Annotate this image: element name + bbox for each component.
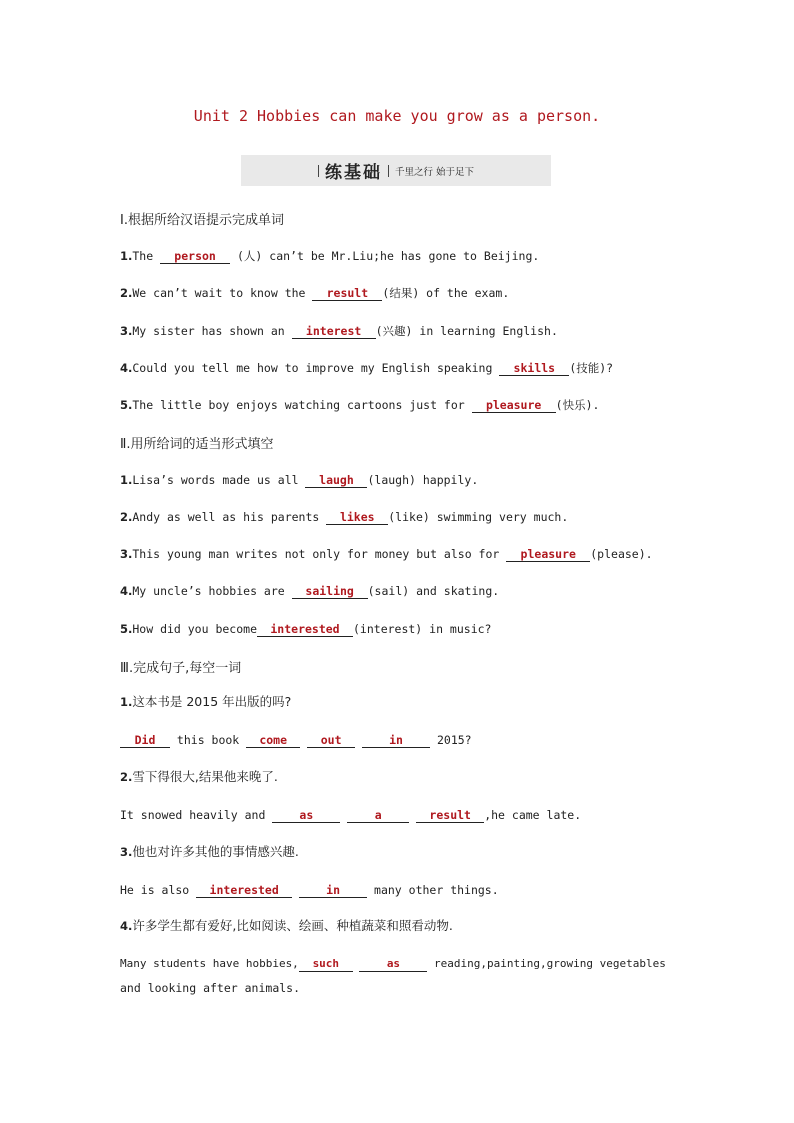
answer-blank: interest xyxy=(292,324,376,339)
question-text: Could you tell me how to improve my English speaking xyxy=(132,361,500,375)
answer-blank: as xyxy=(272,808,340,823)
s2-question-1 xyxy=(120,472,478,488)
question-text: Lisa’s words made us all xyxy=(132,473,306,487)
question-text: (结果) of the exam. xyxy=(382,286,510,300)
answer-blank: in xyxy=(299,883,367,898)
question-text: (laugh) happily. xyxy=(367,473,479,487)
banner-divider xyxy=(318,165,319,177)
banner-title: 练基础 xyxy=(324,163,382,183)
s3-question-2-answer xyxy=(120,807,581,823)
section-3-heading: Ⅲ.完成句子,每空一词 xyxy=(120,661,242,676)
question-text: Many students have hobbies, xyxy=(120,957,299,970)
question-number: 1. xyxy=(120,473,133,487)
question-number: 1. xyxy=(120,695,133,709)
s3-question-1-prompt xyxy=(120,694,291,710)
question-text: (人) can’t be Mr.Liu;he has gone to Beijing. xyxy=(230,249,540,263)
question-text: (like) swimming very much. xyxy=(388,510,569,524)
question-number: 2. xyxy=(120,510,133,524)
question-text: It snowed heavily and xyxy=(120,808,273,822)
page-title: Unit 2 Hobbies can make you grow as a person. xyxy=(193,107,601,125)
answer-blank: such xyxy=(299,957,353,972)
question-number: 4. xyxy=(120,361,133,375)
s3-question-3-prompt xyxy=(120,844,299,860)
answer-blank: as xyxy=(359,957,427,972)
question-chinese: 雪下得很大,结果他来晚了. xyxy=(132,769,278,784)
s3-question-2-prompt xyxy=(120,769,278,785)
answer-blank: pleasure xyxy=(472,398,556,413)
question-text: My sister has shown an xyxy=(132,324,292,338)
answer-blank: out xyxy=(307,733,355,748)
answer-blank: come xyxy=(246,733,300,748)
s1-question-1 xyxy=(120,248,539,264)
s1-question-3 xyxy=(120,323,558,339)
question-text: The xyxy=(132,249,161,263)
answer-blank: result xyxy=(416,808,484,823)
question-number: 5. xyxy=(120,398,133,412)
answer-blank: skills xyxy=(499,361,569,376)
answer-blank: pleasure xyxy=(506,547,590,562)
question-number: 3. xyxy=(120,324,133,338)
question-number: 5. xyxy=(120,622,133,636)
question-number: 3. xyxy=(120,547,133,561)
section-1-heading: Ⅰ.根据所给汉语提示完成单词 xyxy=(120,213,284,228)
question-text: this book xyxy=(170,733,247,747)
answer-blank: Did xyxy=(120,733,170,748)
s2-question-4 xyxy=(120,583,499,599)
banner-divider xyxy=(388,165,389,177)
question-chinese: 许多学生都有爱好,比如阅读、绘画、种植蔬菜和照看动物. xyxy=(132,918,453,933)
question-text: 2015? xyxy=(430,733,472,747)
question-number: 1. xyxy=(120,249,133,263)
answer-blank: a xyxy=(347,808,409,823)
question-text: and looking after animals. xyxy=(120,981,301,995)
s3-question-4-answer xyxy=(120,956,666,972)
answer-blank: result xyxy=(312,286,382,301)
question-chinese: 这本书是 2015 年出版的吗? xyxy=(132,694,292,709)
question-number: 2. xyxy=(120,286,133,300)
question-text: (please). xyxy=(590,547,653,561)
question-text: Andy as well as his parents xyxy=(132,510,327,524)
answer-blank: person xyxy=(160,249,230,264)
s3-question-3-answer xyxy=(120,882,499,898)
question-text: This young man writes not only for money but also for xyxy=(132,547,507,561)
question-text: How did you become xyxy=(132,622,257,636)
question-text: (快乐). xyxy=(555,398,600,412)
answer-blank: likes xyxy=(326,510,388,525)
answer-blank: laugh xyxy=(305,473,367,488)
s2-question-5 xyxy=(120,621,491,637)
s2-question-2 xyxy=(120,509,568,525)
question-text: My uncle’s hobbies are xyxy=(132,584,292,598)
question-text: (sail) and skating. xyxy=(367,584,500,598)
s3-question-1-answer xyxy=(120,732,472,748)
s1-question-4 xyxy=(120,360,613,376)
s3-question-4-answer-cont xyxy=(120,980,300,996)
s1-question-2 xyxy=(120,285,509,301)
answer-blank: interested xyxy=(196,883,292,898)
s3-question-4-prompt xyxy=(120,918,453,934)
question-number: 4. xyxy=(120,919,133,933)
s1-question-5 xyxy=(120,397,599,413)
section-2-heading: Ⅱ.用所给词的适当形式填空 xyxy=(120,437,274,452)
question-text: He is also xyxy=(120,883,197,897)
question-text: reading,painting,growing vegetables xyxy=(427,957,666,970)
question-text: The little boy enjoys watching cartoons just for xyxy=(132,398,472,412)
answer-blank: sailing xyxy=(292,584,368,599)
question-text: (技能)? xyxy=(569,361,614,375)
banner-subtitle: 千里之行 始于足下 xyxy=(394,166,475,178)
question-chinese: 他也对许多其他的事情感兴趣. xyxy=(132,844,299,859)
answer-blank: in xyxy=(362,733,430,748)
s2-question-3 xyxy=(120,546,653,562)
question-number: 2. xyxy=(120,770,133,784)
question-text: many other things. xyxy=(367,883,499,897)
question-number: 3. xyxy=(120,845,133,859)
question-text: ,he came late. xyxy=(484,808,582,822)
question-text: We can’t wait to know the xyxy=(132,286,313,300)
section-banner xyxy=(241,155,551,186)
question-number: 4. xyxy=(120,584,133,598)
question-text: (兴趣) in learning English. xyxy=(375,324,558,338)
answer-blank: interested xyxy=(257,622,353,637)
question-text: (interest) in music? xyxy=(353,622,492,636)
